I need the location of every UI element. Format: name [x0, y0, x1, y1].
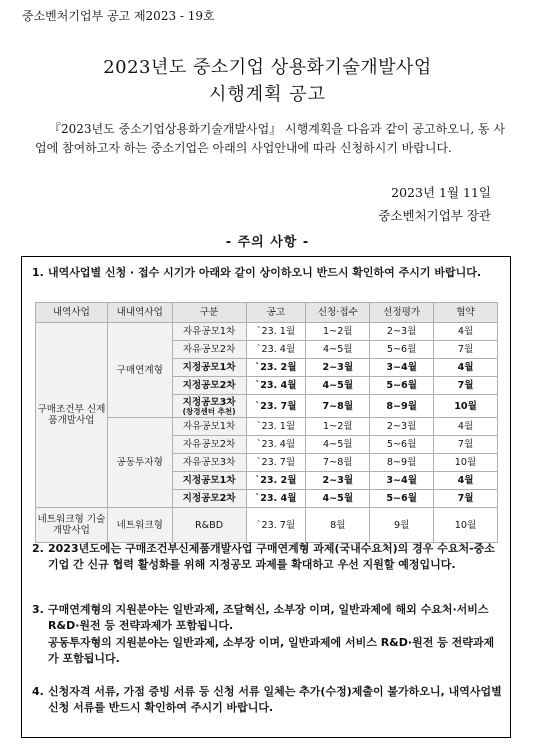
eval-cell: 5~6월 [370, 341, 434, 359]
notice-item-number: 3. [32, 603, 44, 616]
notice-cell: `23. 1월 [246, 418, 306, 436]
group-cell: 구매조건부 신제품개발사업 [36, 323, 108, 508]
type-cell: 자유공모2차 [172, 341, 246, 359]
eval-cell: 9월 [370, 508, 434, 543]
table-header: 공고 [246, 303, 306, 323]
subgroup-cell: 공동투자형 [107, 418, 172, 508]
eval-cell: 5~6월 [370, 377, 434, 395]
type-note: (창경센터 추천) [182, 406, 236, 416]
apply-cell: 4~5월 [306, 377, 370, 395]
notice-cell: `23. 4월 [246, 377, 306, 395]
type-cell [172, 395, 246, 418]
apply-cell: 1~2월 [306, 418, 370, 436]
table-header: 내내역사업 [107, 303, 172, 323]
type-cell: 지정공모1차 [172, 472, 246, 490]
eval-cell: 5~6월 [370, 490, 434, 508]
contract-cell: 10월 [434, 454, 498, 472]
eval-cell: 2~3월 [370, 323, 434, 341]
group-cell: 네트워크형 기술개발사업 [36, 508, 108, 543]
page-subtitle: 시행계획 공고 [208, 84, 327, 105]
table-row [36, 323, 498, 341]
intro-paragraph [35, 120, 505, 158]
contract-cell: 7월 [434, 377, 498, 395]
eval-cell: 8~9월 [370, 395, 434, 418]
apply-cell: 7~8월 [306, 395, 370, 418]
notice-cell: `23. 7월 [246, 454, 306, 472]
notice-cell: `23. 4월 [246, 490, 306, 508]
apply-cell: 4~5월 [306, 490, 370, 508]
notice-item-2 [32, 541, 504, 574]
table-header: 내역사업 [36, 303, 108, 323]
eval-cell: 8~9월 [370, 454, 434, 472]
type-cell: 자유공모1차 [172, 323, 246, 341]
page-title: 2023년도 중소기업 상용화기술개발사업 [103, 57, 432, 78]
notice-cell: `23. 4월 [246, 341, 306, 359]
eval-cell: 3~4월 [370, 359, 434, 377]
type-cell: 지정공모1차 [172, 359, 246, 377]
contract-cell: 4월 [434, 323, 498, 341]
notice-title: - 주의 사항 - [225, 235, 310, 250]
type-cell: R&BD [172, 508, 246, 543]
eval-cell: 2~3월 [370, 418, 434, 436]
notice-item-number: 1. [32, 266, 44, 279]
apply-cell: 4~5월 [306, 341, 370, 359]
notice-cell: `23. 7월 [246, 395, 306, 418]
notice-item-3 [32, 602, 504, 668]
contract-cell: 7월 [434, 490, 498, 508]
notice-cell: `23. 1월 [246, 323, 306, 341]
type-cell: 지정공모2차 [172, 377, 246, 395]
subgroup-cell: 구매연계형 [107, 323, 172, 418]
document-number: 중소벤처기업부 공고 제2023 - 19호 [22, 9, 215, 23]
type-label: 지정공모3차 [182, 396, 236, 408]
contract-cell: 4월 [434, 472, 498, 490]
intro-text: 『2023년도 중소기업상용화기술개발사업』 시행계획을 다음과 같이 공고하오니, 동 사업에 참여하고자 하는 중소기업은 아래의 사업안내에 따라 신청하시기 바랍니다. [35, 122, 506, 155]
notice-cell: `23. 4월 [246, 436, 306, 454]
notice-item-text-2: 공동투자형의 지원분야는 일반과제, 소부장 이며, 일반과제에 서비스 R&D·원전 등 전략과제가 포함됩니다. [48, 635, 495, 666]
notice-item-text: 2023년도에는 구매조건부신제품개발사업 구매연계형 과제(국내수요처)의 경우 수요처-중소기업 간 신규 협력 활성화를 위해 지정공모 과제를 확대하고 우선 지원할 예정입니다. [48, 542, 495, 572]
subgroup-cell: 네트워크형 [107, 508, 172, 543]
eval-cell: 5~6월 [370, 436, 434, 454]
notice-box [21, 256, 511, 738]
type-cell: 자유공모1차 [172, 418, 246, 436]
contract-cell: 7월 [434, 341, 498, 359]
apply-cell: 4~5월 [306, 436, 370, 454]
table-header-row [36, 303, 498, 323]
apply-cell: 2~3월 [306, 359, 370, 377]
notice-item-text: 신청자격 서류, 가점 증빙 서류 등 신청 서류 일체는 추가(수정)제출이 불가하오니, 내역사업별 신청 서류를 반드시 확인하여 주시기 바랍니다. [48, 685, 502, 715]
contract-cell: 4월 [434, 418, 498, 436]
schedule-table [35, 302, 498, 543]
apply-cell: 7~8월 [306, 454, 370, 472]
type-cell: 지정공모2차 [172, 490, 246, 508]
notice-cell: `23. 7월 [246, 508, 306, 543]
notice-item-text: 내역사업별 신청 · 접수 시기가 아래와 같이 상이하오니 반드시 확인하여 주시기 바랍니다. [48, 266, 482, 279]
table-header: 선정평가 [370, 303, 434, 323]
apply-cell: 8월 [306, 508, 370, 543]
type-cell: 자유공모2차 [172, 436, 246, 454]
announcement-date: 2023년 1월 11일 [391, 185, 491, 200]
notice-item-4 [32, 684, 504, 717]
contract-cell: 10월 [434, 395, 498, 418]
notice-item-number: 4. [32, 685, 44, 698]
notice-item-1 [32, 265, 504, 281]
table-header: 신청·접수 [306, 303, 370, 323]
notice-item-text: 구매연계형의 지원분야는 일반과제, 조달혁신, 소부장 이며, 일반과제에 해외 수요처·서비스R&D·원전 등 전략과제가 포함됩니다. [48, 603, 489, 633]
table-header: 협약 [434, 303, 498, 323]
notice-cell: `23. 2월 [246, 472, 306, 490]
notice-item-number: 2. [32, 542, 44, 555]
notice-cell: `23. 2월 [246, 359, 306, 377]
contract-cell: 4월 [434, 359, 498, 377]
apply-cell: 2~3월 [306, 472, 370, 490]
table-header: 구분 [172, 303, 246, 323]
apply-cell: 1~2월 [306, 323, 370, 341]
contract-cell: 7월 [434, 436, 498, 454]
contract-cell: 10월 [434, 508, 498, 543]
table-row [36, 508, 498, 543]
eval-cell: 3~4월 [370, 472, 434, 490]
issuer: 중소벤처기업부 장관 [378, 208, 491, 223]
type-cell: 자유공모3차 [172, 454, 246, 472]
